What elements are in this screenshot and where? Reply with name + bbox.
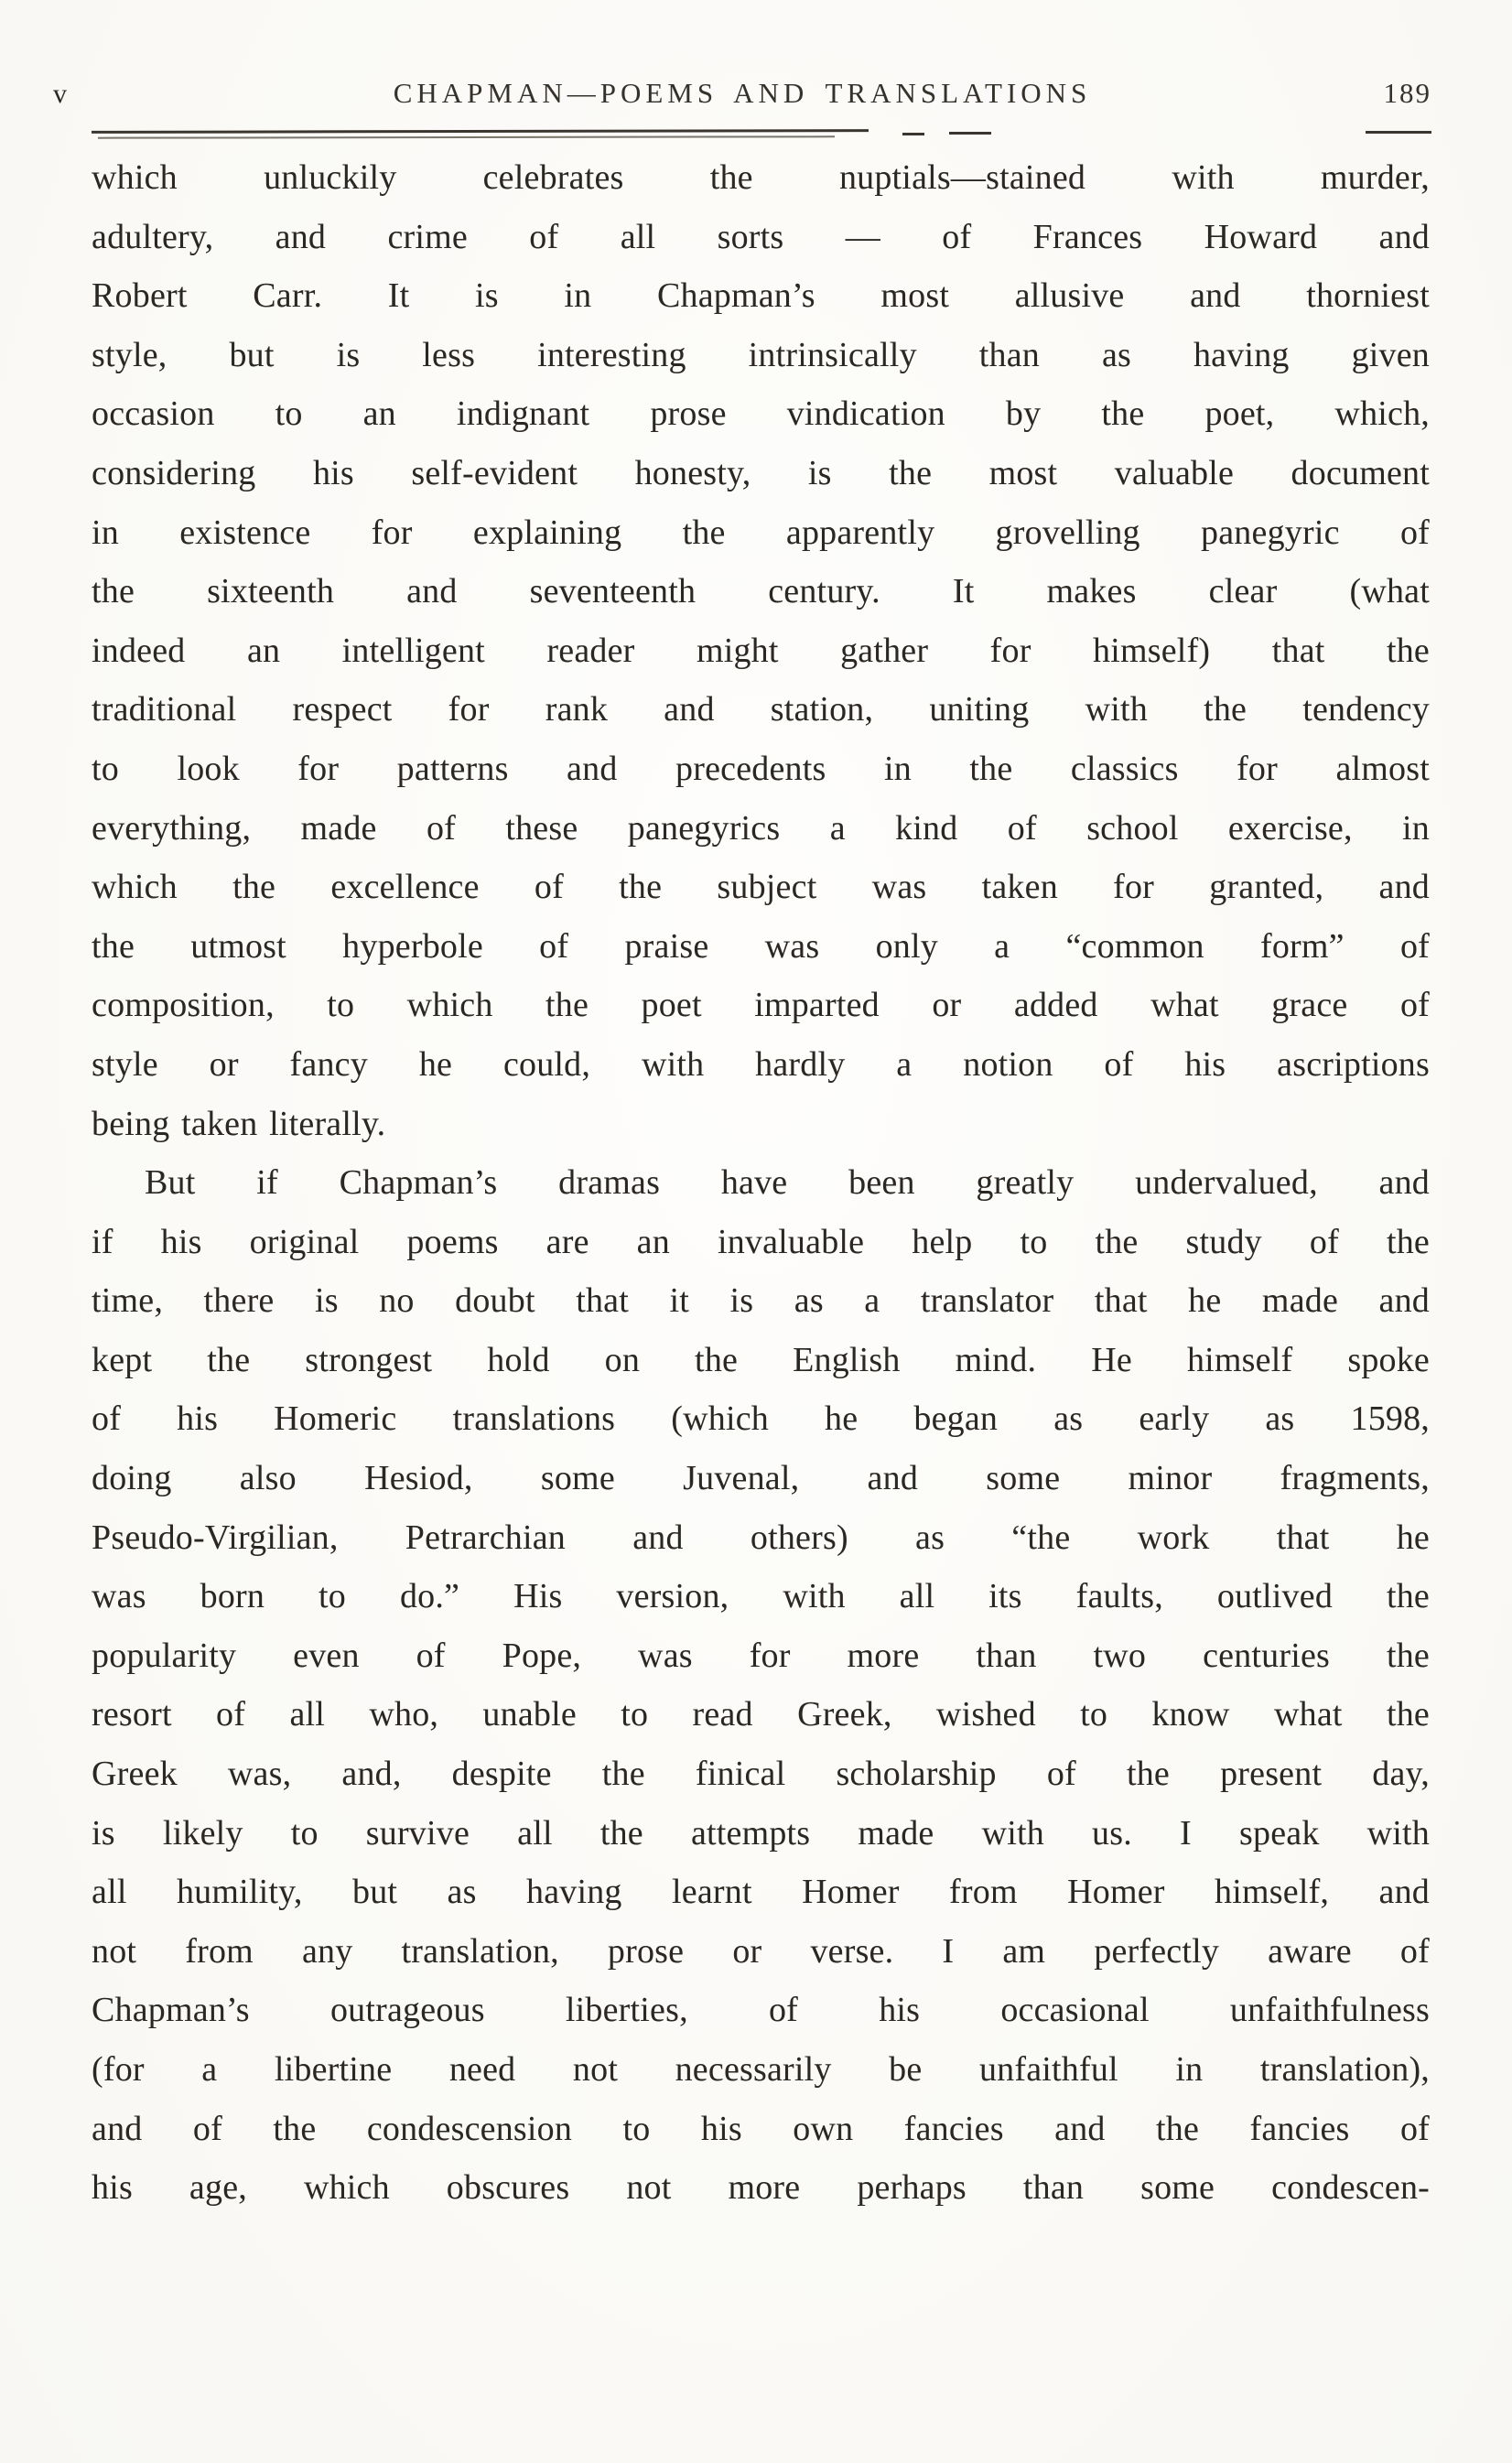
text-line: in existence for explaining the apparently grovelling panegyric of xyxy=(92,513,1430,552)
text-line: which the excellence of the subject was taken for granted, and xyxy=(92,868,1430,907)
text-line: style, but is less interesting intrinsically than as having given xyxy=(92,335,1430,374)
rule-segment xyxy=(92,129,869,133)
rule-segment xyxy=(98,135,835,138)
page-title: CHAPMAN—POEMS AND TRANSLATIONS xyxy=(393,77,1092,109)
text-line: time, there is no doubt that it is as a translator that he made and xyxy=(92,1281,1430,1321)
page-number: 189 xyxy=(1383,77,1431,109)
header-rule xyxy=(92,130,1431,141)
text-line: adultery, and crime of all sorts — of Frances Howard and xyxy=(92,217,1430,256)
text-line: all humility, but as having learnt Homer from Homer himself, and xyxy=(92,1873,1430,1912)
text-line: doing also Hesiod, some Juvenal, and some minor fragments, xyxy=(92,1459,1430,1498)
paragraph xyxy=(92,148,1430,1153)
text-line: popularity even of Pope, was for more than two centuries the xyxy=(92,1636,1430,1675)
text-line: which unluckily celebrates the nuptials—stained with murder, xyxy=(92,158,1430,197)
text-line: of his Homeric translations (which he began as early as 1598, xyxy=(92,1399,1430,1439)
text-line: traditional respect for rank and station, uniting with the tendency xyxy=(92,690,1430,729)
paragraph xyxy=(92,1153,1430,2218)
text-line: the utmost hyperbole of praise was only a “common form” of xyxy=(92,926,1430,966)
text-line: composition, to which the poet imparted or added what grace of xyxy=(92,986,1430,1025)
text-line: Robert Carr. It is in Chapman’s most allusive and thorniest xyxy=(92,276,1430,316)
running-head xyxy=(53,77,1431,110)
text-line: not from any translation, prose or verse. I am perfectly aware of xyxy=(92,1931,1430,1971)
text-line: being taken literally. xyxy=(92,1104,386,1143)
text-line: Greek was, and, despite the finical scholarship of the present day, xyxy=(92,1755,1430,1794)
text-line: everything, made of these panegyrics a kind of school exercise, in xyxy=(92,808,1430,848)
text-line: (for a libertine need not necessarily be unfaithful in translation), xyxy=(92,2050,1430,2089)
text-line: occasion to an indignant prose vindication by the poet, which, xyxy=(92,394,1430,434)
text-line: kept the strongest hold on the English mind. He himself spoke xyxy=(92,1340,1430,1379)
text-line: and of the condescension to his own fancies and the fancies of xyxy=(92,2109,1430,2148)
text-line: the sixteenth and seventeenth century. It makes clear (what xyxy=(92,572,1430,611)
text-line: Chapman’s outrageous liberties, of his occasional unfaithfulness xyxy=(92,1991,1430,2030)
text-line: But if Chapman’s dramas have been greatly undervalued, and xyxy=(145,1163,1430,1203)
text-line: Pseudo-Virgilian, Petrarchian and others) as “the work that he xyxy=(92,1518,1430,1557)
signature-mark: v xyxy=(53,79,68,109)
text-line: is likely to survive all the attempts made with us. I speak with xyxy=(92,1813,1430,1853)
text-line: considering his self-evident honesty, is the most valuable document xyxy=(92,453,1430,492)
text-line: was born to do.” His version, with all its faults, outlived the xyxy=(92,1577,1430,1616)
text-line: if his original poems are an invaluable help to the study of the xyxy=(92,1222,1430,1261)
text-line: resort of all who, unable to read Greek, wished to know what the xyxy=(92,1695,1430,1734)
text-line: indeed an intelligent reader might gather for himself) that the xyxy=(92,631,1430,670)
rule-segment xyxy=(949,132,991,135)
rule-segment xyxy=(902,133,924,135)
body-text xyxy=(92,148,1430,2218)
text-line: style or fancy he could, with hardly a notion of his ascriptions xyxy=(92,1044,1430,1084)
text-line: his age, which obscures not more perhaps than some condescen- xyxy=(92,2168,1430,2208)
text-line: to look for patterns and precedents in the classics for almost xyxy=(92,749,1430,788)
rule-segment xyxy=(1366,131,1431,134)
